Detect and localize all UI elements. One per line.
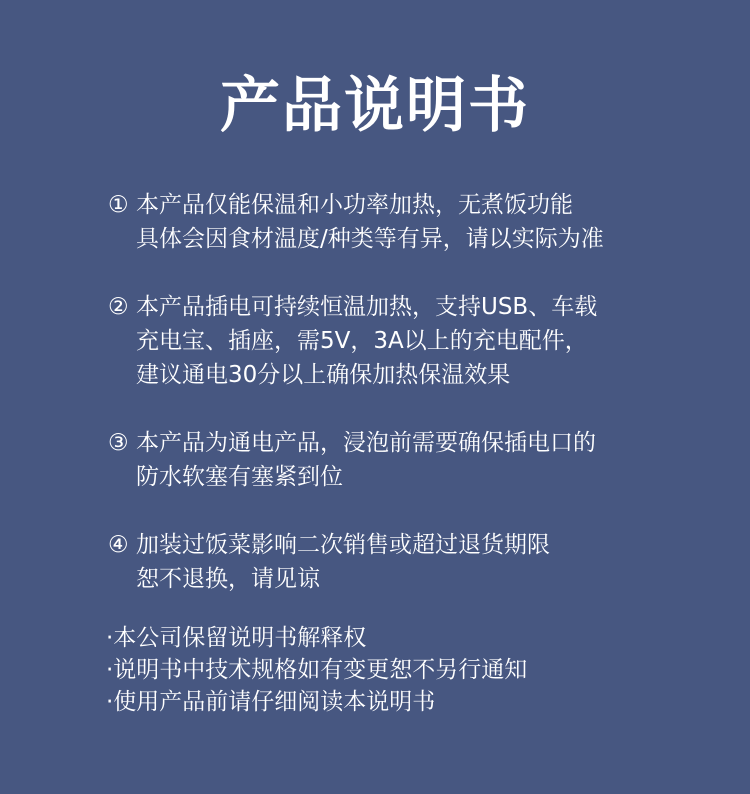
footnote: ·说明书中技术规格如有变更恕不另行通知 bbox=[106, 657, 528, 683]
item-text: 本产品为通电产品，浸泡前需要确保插电口的 bbox=[136, 430, 596, 456]
footnote: ·本公司保留说明书解释权 bbox=[106, 625, 367, 651]
footnotes bbox=[106, 622, 726, 718]
instruction-item-3 bbox=[108, 426, 728, 494]
item-text: 恕不退换，请见谅 bbox=[136, 566, 320, 592]
item-number: ③ bbox=[108, 430, 129, 456]
item-text: 加装过饭菜影响二次销售或超过退货期限 bbox=[136, 532, 550, 558]
item-text: 本产品插电可持续恒温加热，支持USB、车载 bbox=[136, 294, 598, 320]
instruction-item-1 bbox=[108, 188, 728, 256]
item-text: 防水软塞有塞紧到位 bbox=[136, 464, 343, 490]
item-text: 建议通电30分以上确保加热保温效果 bbox=[136, 362, 511, 388]
item-text: 充电宝、插座，需5V，3A以上的充电配件， bbox=[136, 328, 588, 354]
instruction-item-2 bbox=[108, 290, 728, 392]
footnote: ·使用产品前请仔细阅读本说明书 bbox=[106, 689, 436, 715]
instruction-item-4 bbox=[108, 528, 728, 596]
item-number: ① bbox=[108, 192, 129, 218]
page-title: 产品说明书 bbox=[220, 71, 530, 141]
item-number: ④ bbox=[108, 532, 129, 558]
item-number: ② bbox=[108, 294, 129, 320]
item-text: 具体会因食材温度/种类等有异，请以实际为准 bbox=[136, 226, 604, 252]
item-text: 本产品仅能保温和小功率加热，无煮饭功能 bbox=[136, 192, 573, 218]
instruction-list bbox=[108, 188, 728, 630]
